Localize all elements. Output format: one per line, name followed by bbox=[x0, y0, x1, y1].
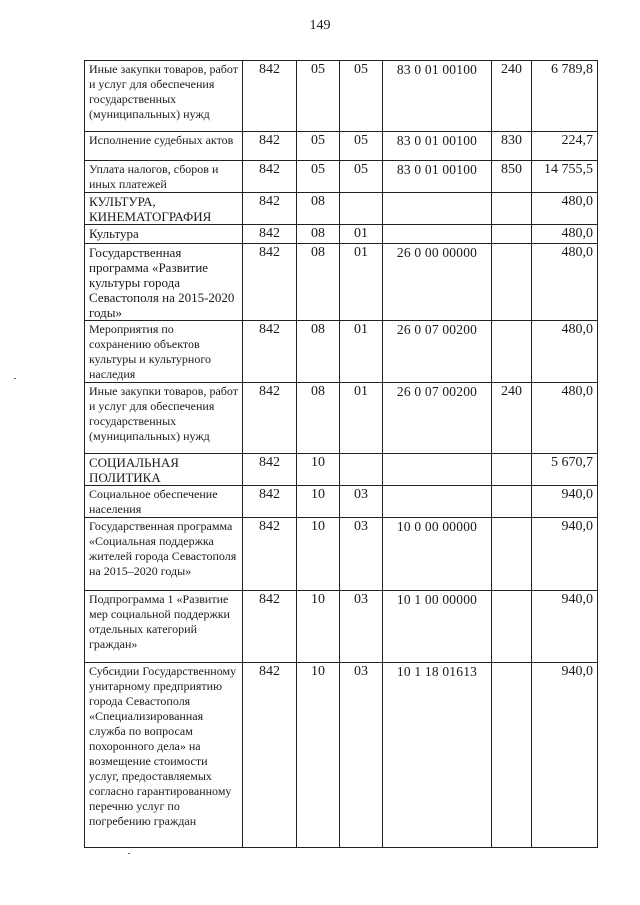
ved-code: 842 bbox=[243, 383, 297, 454]
target-article-code bbox=[383, 193, 492, 225]
subsection-code: 01 bbox=[340, 321, 383, 383]
expense-type-code: 850 bbox=[492, 161, 532, 193]
ved-code: 842 bbox=[243, 161, 297, 193]
section-code: 10 bbox=[297, 663, 340, 848]
expense-type-code bbox=[492, 193, 532, 225]
section-code: 08 bbox=[297, 193, 340, 225]
row-name: Культура bbox=[85, 225, 243, 244]
ved-code: 842 bbox=[243, 225, 297, 244]
target-article-code bbox=[383, 454, 492, 486]
subsection-code: 01 bbox=[340, 383, 383, 454]
expense-type-code bbox=[492, 454, 532, 486]
table-row bbox=[85, 454, 598, 486]
target-article-code: 10 1 18 01613 bbox=[383, 663, 492, 848]
row-name: Государственная программа «Социальная поддержка жителей города Севастополя на 2015–2020 годы» bbox=[85, 518, 243, 591]
amount: 480,0 bbox=[532, 193, 598, 225]
subsection-code: 05 bbox=[340, 161, 383, 193]
ved-code: 842 bbox=[243, 663, 297, 848]
row-name: Субсидии Государственному унитарному предприятию города Севастополя «Специализированная служба по вопросам похоронного дела» на возмещение стоимости услуг, предоставляемых согласно гарантированному перечню услуг по погребению граждан bbox=[85, 663, 243, 848]
row-name: Государственная программа «Развитие культуры города Севастополя на 2015-2020 годы» bbox=[85, 244, 243, 321]
row-name: Иные закупки товаров, работ и услуг для обеспечения государственных (муниципальных) нужд bbox=[85, 61, 243, 132]
subsection-code: 03 bbox=[340, 486, 383, 518]
ved-code: 842 bbox=[243, 132, 297, 161]
target-article-code bbox=[383, 225, 492, 244]
expense-type-code bbox=[492, 663, 532, 848]
target-article-code: 26 0 00 00000 bbox=[383, 244, 492, 321]
target-article-code: 26 0 07 00200 bbox=[383, 383, 492, 454]
amount: 14 755,5 bbox=[532, 161, 598, 193]
expense-type-code bbox=[492, 321, 532, 383]
expense-type-code bbox=[492, 518, 532, 591]
row-name: СОЦИАЛЬНАЯ ПОЛИТИКА bbox=[85, 454, 243, 486]
amount: 480,0 bbox=[532, 225, 598, 244]
section-code: 05 bbox=[297, 61, 340, 132]
section-code: 05 bbox=[297, 161, 340, 193]
scan-speck bbox=[14, 378, 16, 379]
section-code: 08 bbox=[297, 321, 340, 383]
section-code: 10 bbox=[297, 518, 340, 591]
target-article-code bbox=[383, 486, 492, 518]
row-name: Мероприятия по сохранению объектов культуры и культурного наследия bbox=[85, 321, 243, 383]
subsection-code: 05 bbox=[340, 132, 383, 161]
row-name: Подпрограмма 1 «Развитие мер социальной поддержки отдельных категорий граждан» bbox=[85, 591, 243, 663]
budget-table bbox=[84, 60, 598, 848]
subsection-code: 05 bbox=[340, 61, 383, 132]
amount: 480,0 bbox=[532, 321, 598, 383]
amount: 5 670,7 bbox=[532, 454, 598, 486]
section-code: 08 bbox=[297, 244, 340, 321]
page-number: 149 bbox=[309, 18, 331, 33]
row-name: Уплата налогов, сборов и иных платежей bbox=[85, 161, 243, 193]
amount: 940,0 bbox=[532, 486, 598, 518]
table-row bbox=[85, 486, 598, 518]
subsection-code: 03 bbox=[340, 591, 383, 663]
target-article-code: 83 0 01 00100 bbox=[383, 132, 492, 161]
amount: 940,0 bbox=[532, 518, 598, 591]
section-code: 08 bbox=[297, 383, 340, 454]
expense-type-code bbox=[492, 591, 532, 663]
expense-type-code: 240 bbox=[492, 61, 532, 132]
amount: 480,0 bbox=[532, 383, 598, 454]
section-code: 05 bbox=[297, 132, 340, 161]
row-name: Социальное обеспечение населения bbox=[85, 486, 243, 518]
subsection-code: 03 bbox=[340, 518, 383, 591]
amount: 6 789,8 bbox=[532, 61, 598, 132]
ved-code: 842 bbox=[243, 321, 297, 383]
expense-type-code bbox=[492, 244, 532, 321]
target-article-code: 10 1 00 00000 bbox=[383, 591, 492, 663]
table-row bbox=[85, 132, 598, 161]
ved-code: 842 bbox=[243, 591, 297, 663]
table-row bbox=[85, 61, 598, 132]
section-code: 10 bbox=[297, 591, 340, 663]
amount: 940,0 bbox=[532, 591, 598, 663]
target-article-code: 83 0 01 00100 bbox=[383, 161, 492, 193]
row-name: Исполнение судебных актов bbox=[85, 132, 243, 161]
target-article-code: 83 0 01 00100 bbox=[383, 61, 492, 132]
expense-type-code: 240 bbox=[492, 383, 532, 454]
row-name: Иные закупки товаров, работ и услуг для обеспечения государственных (муниципальных) нужд bbox=[85, 383, 243, 454]
table-row bbox=[85, 161, 598, 193]
subsection-code bbox=[340, 193, 383, 225]
table-row bbox=[85, 591, 598, 663]
row-name: КУЛЬТУРА, КИНЕМАТОГРАФИЯ bbox=[85, 193, 243, 225]
expense-type-code bbox=[492, 225, 532, 244]
section-code: 10 bbox=[297, 454, 340, 486]
section-code: 10 bbox=[297, 486, 340, 518]
ved-code: 842 bbox=[243, 486, 297, 518]
ved-code: 842 bbox=[243, 61, 297, 132]
subsection-code: 01 bbox=[340, 225, 383, 244]
subsection-code bbox=[340, 454, 383, 486]
table-row bbox=[85, 193, 598, 225]
table-row bbox=[85, 383, 598, 454]
amount: 480,0 bbox=[532, 244, 598, 321]
table-row bbox=[85, 321, 598, 383]
subsection-code: 01 bbox=[340, 244, 383, 321]
ved-code: 842 bbox=[243, 454, 297, 486]
expense-type-code bbox=[492, 486, 532, 518]
target-article-code: 10 0 00 00000 bbox=[383, 518, 492, 591]
amount: 940,0 bbox=[532, 663, 598, 848]
expense-type-code: 830 bbox=[492, 132, 532, 161]
ved-code: 842 bbox=[243, 244, 297, 321]
scan-speck bbox=[128, 853, 130, 854]
amount: 224,7 bbox=[532, 132, 598, 161]
table-row bbox=[85, 244, 598, 321]
ved-code: 842 bbox=[243, 518, 297, 591]
table-row bbox=[85, 225, 598, 244]
ved-code: 842 bbox=[243, 193, 297, 225]
table-row bbox=[85, 518, 598, 591]
table-row bbox=[85, 663, 598, 848]
section-code: 08 bbox=[297, 225, 340, 244]
subsection-code: 03 bbox=[340, 663, 383, 848]
target-article-code: 26 0 07 00200 bbox=[383, 321, 492, 383]
